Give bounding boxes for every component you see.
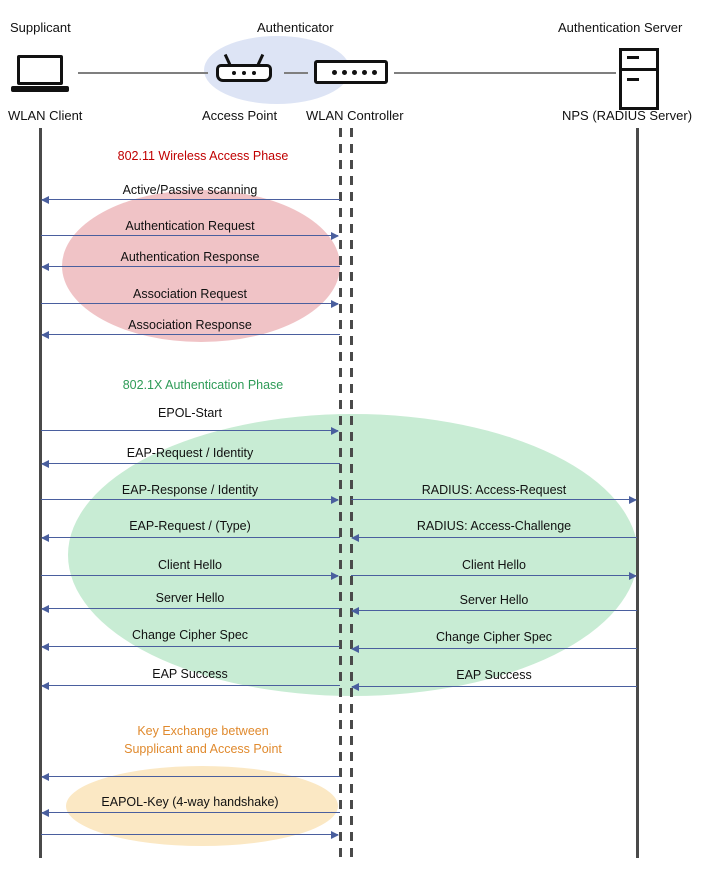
arrow-line-right-1: [352, 537, 637, 538]
message-label-left-4: Association Response: [128, 318, 252, 332]
phase-label-key-exchange-line2: Supplicant and Access Point: [124, 742, 282, 756]
arrow-line-left-11: [42, 646, 340, 647]
arrow-line-right-2: [351, 575, 636, 576]
message-label-left-6: EAP-Request / Identity: [126, 446, 254, 460]
arrow-head-right-2: [629, 572, 637, 580]
message-label-left-10: Server Hello: [155, 591, 225, 605]
arrow-head-left-2: [41, 263, 49, 271]
message-label-right-0: RADIUS: Access-Request: [421, 483, 567, 497]
arrow-head-left-15: [331, 831, 339, 839]
message-label-left-5: EPOL-Start: [158, 406, 222, 420]
message-label-right-4: Change Cipher Spec: [435, 630, 553, 644]
column-title-authentication-server: Authentication Server: [558, 20, 683, 35]
arrow-line-left-7: [41, 499, 338, 500]
arrow-head-left-6: [41, 460, 49, 468]
arrow-line-left-6: [42, 463, 340, 464]
message-label-left-7: EAP-Response / Identity: [121, 483, 259, 497]
column-title-supplicant: Supplicant: [10, 20, 71, 35]
message-label-left-2: Authentication Response: [120, 250, 260, 264]
arrow-line-left-5: [41, 430, 338, 431]
message-label-left-14: EAPOL-Key (4-way handshake): [101, 795, 279, 809]
message-label-right-2: Client Hello: [462, 558, 526, 572]
message-label-right-5: EAP Success: [456, 668, 532, 682]
column-subtitle-wlan-controller: WLAN Controller: [306, 108, 404, 123]
arrow-head-left-13: [41, 773, 49, 781]
message-label-left-11: Change Cipher Spec: [131, 628, 249, 642]
arrow-line-left-8: [42, 537, 340, 538]
arrow-head-left-7: [331, 496, 339, 504]
column-subtitle-nps-radius-server: NPS (RADIUS Server): [562, 108, 693, 123]
arrow-line-right-4: [352, 648, 637, 649]
arrow-line-left-3: [41, 303, 338, 304]
arrow-head-right-3: [351, 607, 359, 615]
arrow-head-left-3: [331, 300, 339, 308]
wire-ap-to-controller: [284, 72, 308, 74]
arrow-head-left-4: [41, 331, 49, 339]
arrow-head-left-14: [41, 809, 49, 817]
message-label-left-9: Client Hello: [158, 558, 222, 572]
message-label-left-12: EAP Success: [152, 667, 228, 681]
arrow-line-right-3: [352, 610, 637, 611]
arrow-line-left-15: [41, 834, 338, 835]
arrow-line-left-0: [42, 199, 340, 200]
wire-controller-to-server: [394, 72, 616, 74]
arrow-head-left-9: [331, 572, 339, 580]
server-icon: [619, 48, 659, 110]
arrow-head-left-1: [331, 232, 339, 240]
phase-label-dot1x-authentication: 802.1X Authentication Phase: [122, 378, 284, 392]
column-subtitle-access-point: Access Point: [202, 108, 278, 123]
arrow-line-left-10: [42, 608, 340, 609]
arrow-head-right-0: [629, 496, 637, 504]
wlan-controller-icon: [314, 52, 388, 90]
arrow-line-left-9: [41, 575, 338, 576]
message-label-left-8: EAP-Request / (Type): [129, 519, 251, 533]
lifeline-authentication-server: [636, 128, 639, 858]
arrow-line-right-5: [352, 686, 637, 687]
arrow-head-right-1: [351, 534, 359, 542]
message-label-right-3: Server Hello: [459, 593, 529, 607]
column-title-authenticator: Authenticator: [257, 20, 334, 35]
phase-label-wireless-access: 802.11 Wireless Access Phase: [117, 149, 289, 163]
arrow-line-left-2: [42, 266, 340, 267]
phase-label-key-exchange-line1: Key Exchange between: [137, 724, 269, 738]
arrow-head-left-12: [41, 682, 49, 690]
arrow-line-left-12: [42, 685, 340, 686]
message-label-left-1: Authentication Request: [125, 219, 255, 233]
arrow-head-left-11: [41, 643, 49, 651]
laptop-icon: [11, 55, 69, 95]
arrow-head-right-5: [351, 683, 359, 691]
message-label-left-3: Association Request: [133, 287, 247, 301]
arrow-line-left-4: [42, 334, 340, 335]
arrow-head-left-10: [41, 605, 49, 613]
arrow-head-left-5: [331, 427, 339, 435]
arrow-head-right-4: [351, 645, 359, 653]
wire-client-to-ap: [78, 72, 208, 74]
arrow-line-left-14: [42, 812, 340, 813]
message-label-right-1: RADIUS: Access-Challenge: [416, 519, 572, 533]
lifeline-authenticator-left: [339, 128, 342, 858]
column-subtitle-wlan-client: WLAN Client: [8, 108, 83, 123]
message-label-left-0: Active/Passive scanning: [122, 183, 258, 197]
access-point-icon: [216, 52, 272, 90]
arrow-line-left-13: [42, 776, 340, 777]
arrow-line-left-1: [41, 235, 338, 236]
arrow-head-left-8: [41, 534, 49, 542]
arrow-line-right-0: [351, 499, 636, 500]
arrow-head-left-0: [41, 196, 49, 204]
